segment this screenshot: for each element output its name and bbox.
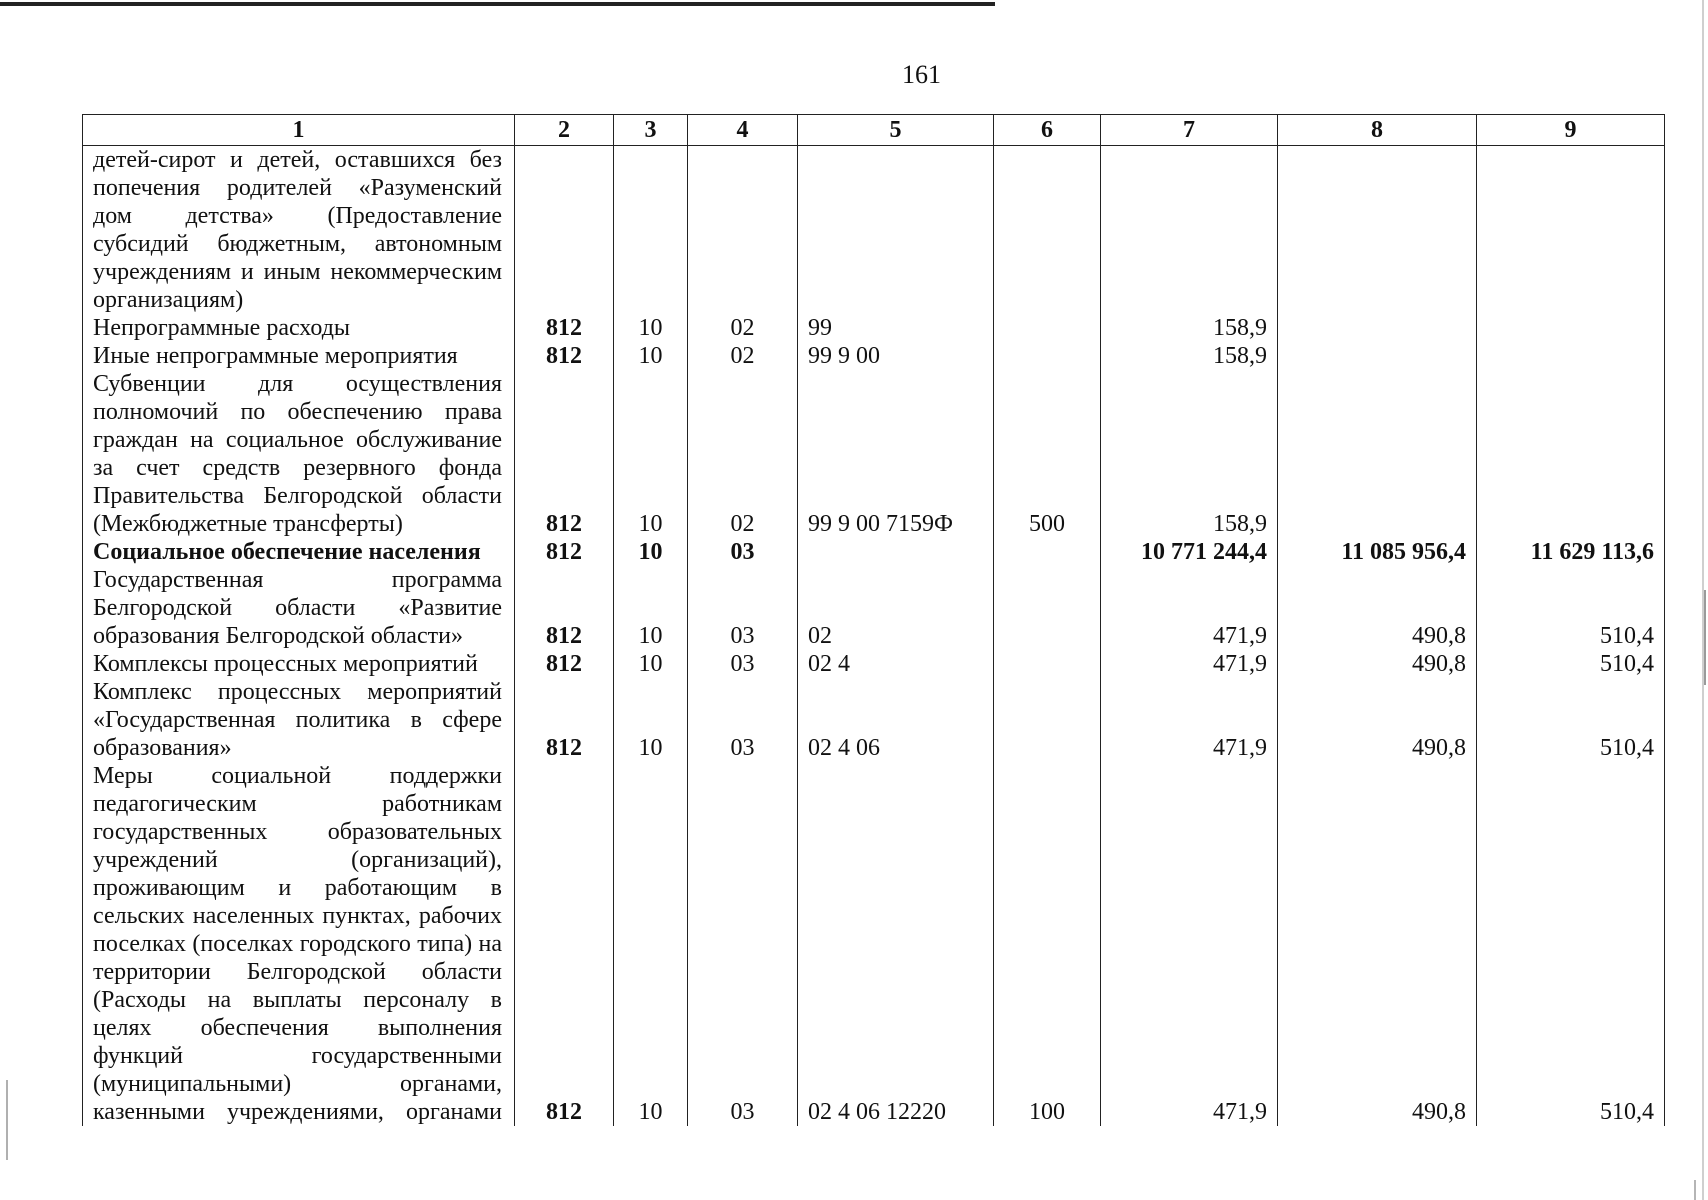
- cell-amount-9: 510,4: [1477, 762, 1665, 1126]
- column-header: 2: [515, 115, 614, 146]
- cell-section: 10: [614, 370, 688, 538]
- column-header: 7: [1101, 115, 1278, 146]
- cell-target-article: 99: [798, 314, 994, 342]
- cell-section: 10: [614, 762, 688, 1126]
- cell-section: 10: [614, 314, 688, 342]
- page-number: 161: [902, 60, 941, 89]
- cell-amount-9: [1477, 146, 1665, 315]
- cell-subsection: 03: [688, 762, 798, 1126]
- column-header: 1: [83, 115, 515, 146]
- column-header: 3: [614, 115, 688, 146]
- cell-amount-8: [1278, 370, 1477, 538]
- header-row: [83, 115, 1665, 146]
- row-description: Субвенции для осуществления полномочий по обеспечению права граждан на социальное обслуживание за счет средств резервного фонда Правительства Белгородской области (Межбюджетные трансферты): [83, 370, 515, 538]
- cell-section: 10: [614, 650, 688, 678]
- table-row: [83, 370, 1665, 538]
- row-description: Комплексы процессных мероприятий: [83, 650, 515, 678]
- cell-amount-9: 510,4: [1477, 566, 1665, 650]
- scan-edge-mark: [1704, 590, 1706, 685]
- budget-table: [82, 114, 1665, 1126]
- table-row: [83, 314, 1665, 342]
- cell-expense-type: [994, 650, 1101, 678]
- row-description: Непрограммные расходы: [83, 314, 515, 342]
- cell-target-article: 02 4: [798, 650, 994, 678]
- column-header: 8: [1278, 115, 1477, 146]
- cell-amount-8: 11 085 956,4: [1278, 538, 1477, 566]
- column-header: 5: [798, 115, 994, 146]
- cell-amount-8: [1278, 314, 1477, 342]
- cell-amount-9: 11 629 113,6: [1477, 538, 1665, 566]
- table-row: [83, 678, 1665, 762]
- cell-expense-type: [994, 538, 1101, 566]
- cell-subsection: 03: [688, 678, 798, 762]
- cell-section: 10: [614, 538, 688, 566]
- cell-amount-9: [1477, 342, 1665, 370]
- cell-amount-9: [1477, 370, 1665, 538]
- cell-amount-8: 490,8: [1278, 678, 1477, 762]
- cell-amount-8: 490,8: [1278, 650, 1477, 678]
- cell-expense-type: [994, 342, 1101, 370]
- cell-admin-code: 812: [515, 678, 614, 762]
- row-description: Комплекс процессных мероприятий «Государственная политика в сфере образования»: [83, 678, 515, 762]
- scan-margin-mark: [6, 1080, 8, 1160]
- cell-subsection: 03: [688, 538, 798, 566]
- table-row: [83, 146, 1665, 315]
- cell-target-article: 02: [798, 566, 994, 650]
- cell-amount-7: 471,9: [1101, 762, 1278, 1126]
- table-row-bold: [83, 538, 1665, 566]
- row-description: детей-сирот и детей, оставшихся без попечения родителей «Разуменский дом детства» (Предоставление субсидий бюджетным, автономным учреждениям и иным некоммерческим организациям): [83, 146, 515, 315]
- cell-amount-7: 158,9: [1101, 342, 1278, 370]
- cell-subsection: 02: [688, 342, 798, 370]
- cell-admin-code: 812: [515, 314, 614, 342]
- cell-section: 10: [614, 566, 688, 650]
- row-description: Иные непрограммные мероприятия: [83, 342, 515, 370]
- cell-target-article: 99 9 00: [798, 342, 994, 370]
- cell-subsection: 02: [688, 314, 798, 342]
- cell-expense-type: 500: [994, 370, 1101, 538]
- cell-expense-type: [994, 146, 1101, 315]
- cell-target-article: [798, 538, 994, 566]
- cell-target-article: 02 4 06 12220: [798, 762, 994, 1126]
- cell-admin-code: 812: [515, 342, 614, 370]
- cell-target-article: 02 4 06: [798, 678, 994, 762]
- cell-amount-7: [1101, 146, 1278, 315]
- cell-subsection: 03: [688, 650, 798, 678]
- scan-edge-mark: [1694, 1180, 1696, 1200]
- row-description: Социальное обеспечение населения: [83, 538, 515, 566]
- cell-amount-7: 158,9: [1101, 370, 1278, 538]
- cell-expense-type: [994, 314, 1101, 342]
- cell-amount-7: 10 771 244,4: [1101, 538, 1278, 566]
- cell-amount-9: 510,4: [1477, 650, 1665, 678]
- cell-subsection: 02: [688, 370, 798, 538]
- cell-subsection: [688, 146, 798, 315]
- cell-target-article: 99 9 00 7159Ф: [798, 370, 994, 538]
- cell-subsection: 03: [688, 566, 798, 650]
- table-row: [83, 650, 1665, 678]
- top-rule: [0, 2, 995, 6]
- row-description: Государственная программа Белгородской области «Развитие образования Белгородской области»: [83, 566, 515, 650]
- cell-amount-9: 510,4: [1477, 678, 1665, 762]
- cell-amount-7: 471,9: [1101, 650, 1278, 678]
- cell-admin-code: 812: [515, 566, 614, 650]
- cell-section: [614, 146, 688, 315]
- cell-section: 10: [614, 342, 688, 370]
- cell-admin-code: 812: [515, 370, 614, 538]
- table-row: [83, 342, 1665, 370]
- cell-expense-type: [994, 566, 1101, 650]
- cell-amount-8: 490,8: [1278, 566, 1477, 650]
- cell-amount-7: 471,9: [1101, 678, 1278, 762]
- cell-admin-code: 812: [515, 762, 614, 1126]
- table-row: [83, 566, 1665, 650]
- cell-admin-code: 812: [515, 538, 614, 566]
- column-header: 4: [688, 115, 798, 146]
- cell-amount-7: 158,9: [1101, 314, 1278, 342]
- column-header: 9: [1477, 115, 1665, 146]
- cell-target-article: [798, 146, 994, 315]
- row-description: Меры социальной поддержки педагогическим работникам государственных образовательных учреждений (организаций), проживающим и работающим в сельских населенных пунктах, рабочих поселках (поселках городского типа) на территории Белгородской области (Расходы на выплаты персоналу в целях обеспечения выполнения функций государственными (муниципальными) органами, казенными учреждениями, органами: [83, 762, 515, 1126]
- cell-expense-type: 100: [994, 762, 1101, 1126]
- cell-amount-9: [1477, 314, 1665, 342]
- cell-amount-7: 471,9: [1101, 566, 1278, 650]
- cell-amount-8: [1278, 146, 1477, 315]
- table-row: [83, 762, 1665, 1126]
- cell-amount-8: [1278, 342, 1477, 370]
- column-header: 6: [994, 115, 1101, 146]
- cell-admin-code: 812: [515, 650, 614, 678]
- cell-expense-type: [994, 678, 1101, 762]
- cell-admin-code: [515, 146, 614, 315]
- cell-section: 10: [614, 678, 688, 762]
- cell-amount-8: 490,8: [1278, 762, 1477, 1126]
